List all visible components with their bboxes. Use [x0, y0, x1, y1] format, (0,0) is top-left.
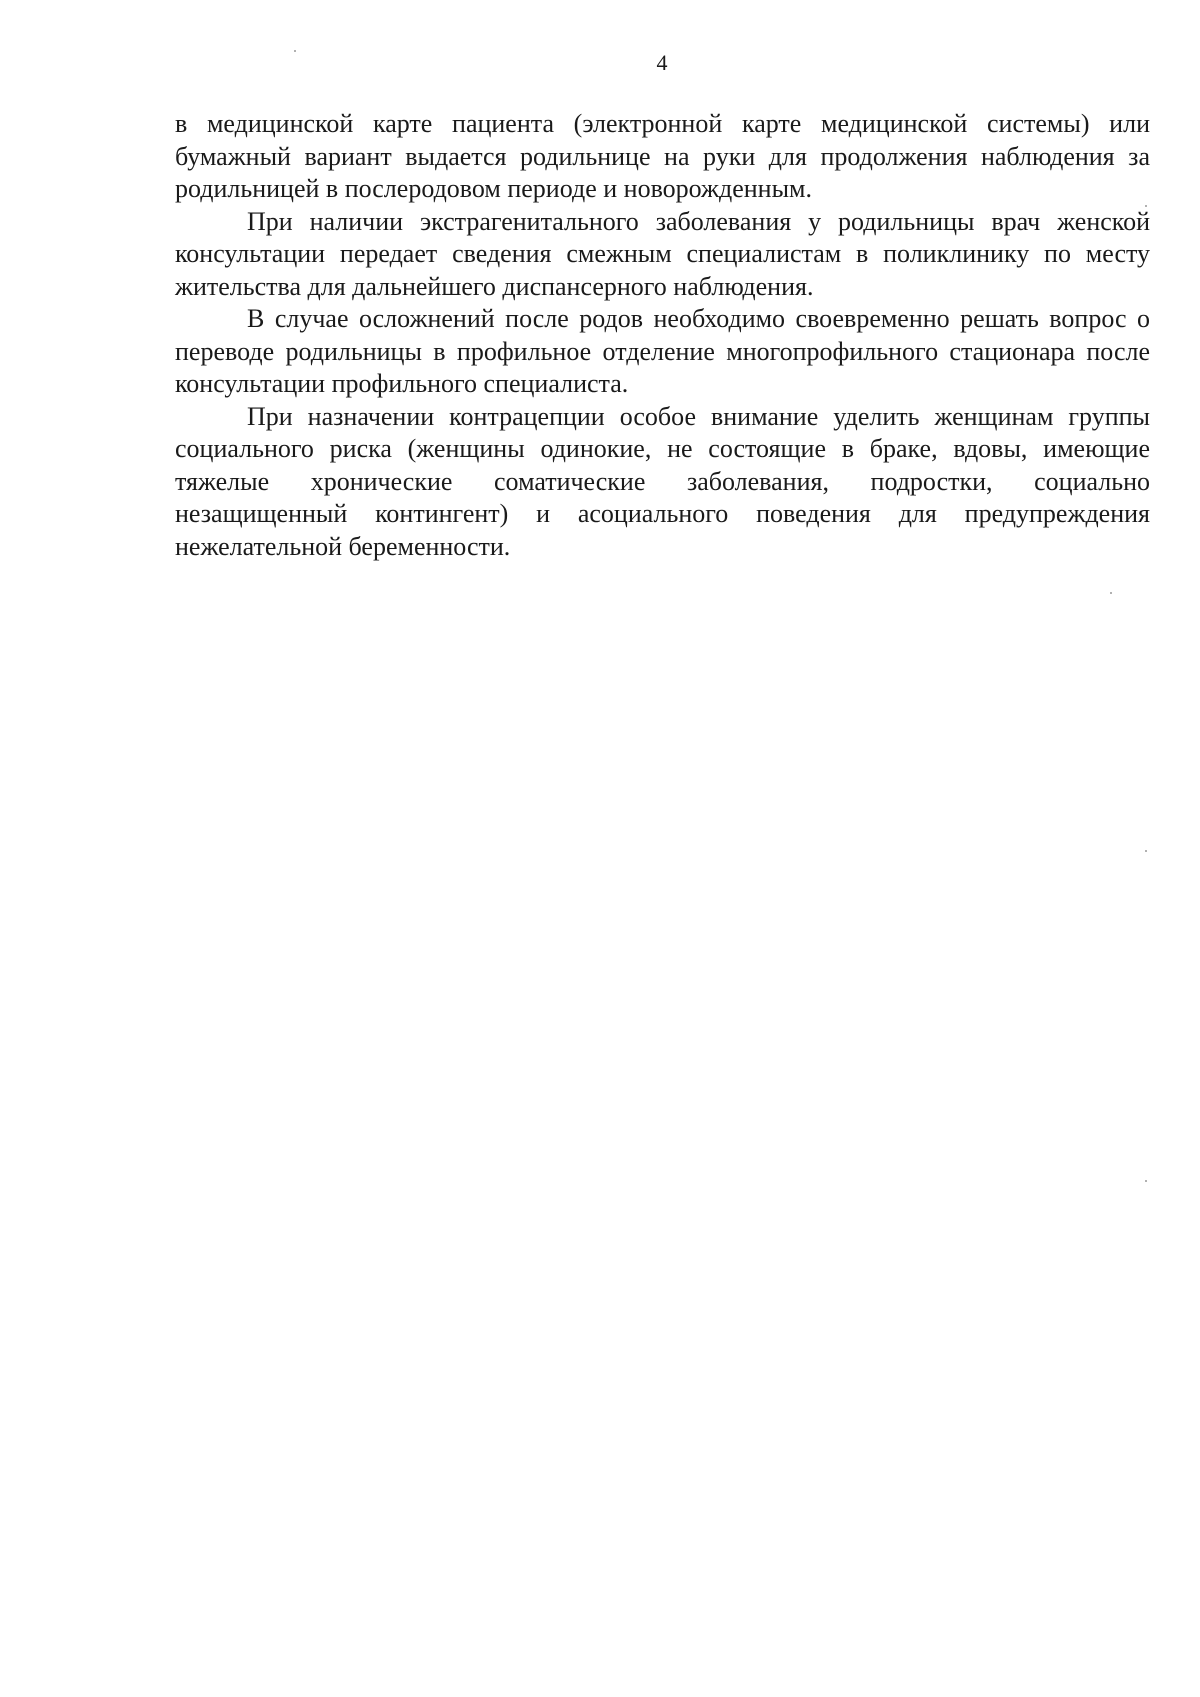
scan-speck: [294, 50, 296, 52]
scan-speck: [1145, 205, 1147, 207]
paragraph-complications: В случае осложнений после родов необходимо своевременно решать вопрос о переводе родильницы в профильное отделение многопрофильного стационара после консультации профильного специалиста.: [175, 304, 1150, 398]
page-number: 4: [656, 50, 668, 75]
paragraph-extragenital: При наличии экстрагенитального заболевания у родильницы врач женской консультации передает сведения смежным специалистам в поликлинику по месту жительства для дальнейшего диспансерного наблюдения.: [175, 206, 1150, 301]
paragraph-contraception: При назначении контрацепции особое внимание уделить женщинам группы социального риска (женщины одинокие, не состоящие в браке, вдовы, имеющие тяжелые хронические соматические заболевания, подростки, социально незащищенный контингент) и асоциального поведения для предупреждения нежелательной беременности.: [175, 401, 1150, 561]
document-body: [175, 108, 1150, 563]
paragraph-continuation: в медицинской карте пациента (электронной карте медицинской системы) или бумажный вариант выдается родильнице на руки для продолжения наблюдения за родильницей в послеродовом периоде и новорожденным.: [175, 109, 1150, 203]
scan-speck: [1145, 850, 1147, 852]
scan-speck: [1145, 1180, 1147, 1182]
scan-speck: [1110, 592, 1112, 594]
